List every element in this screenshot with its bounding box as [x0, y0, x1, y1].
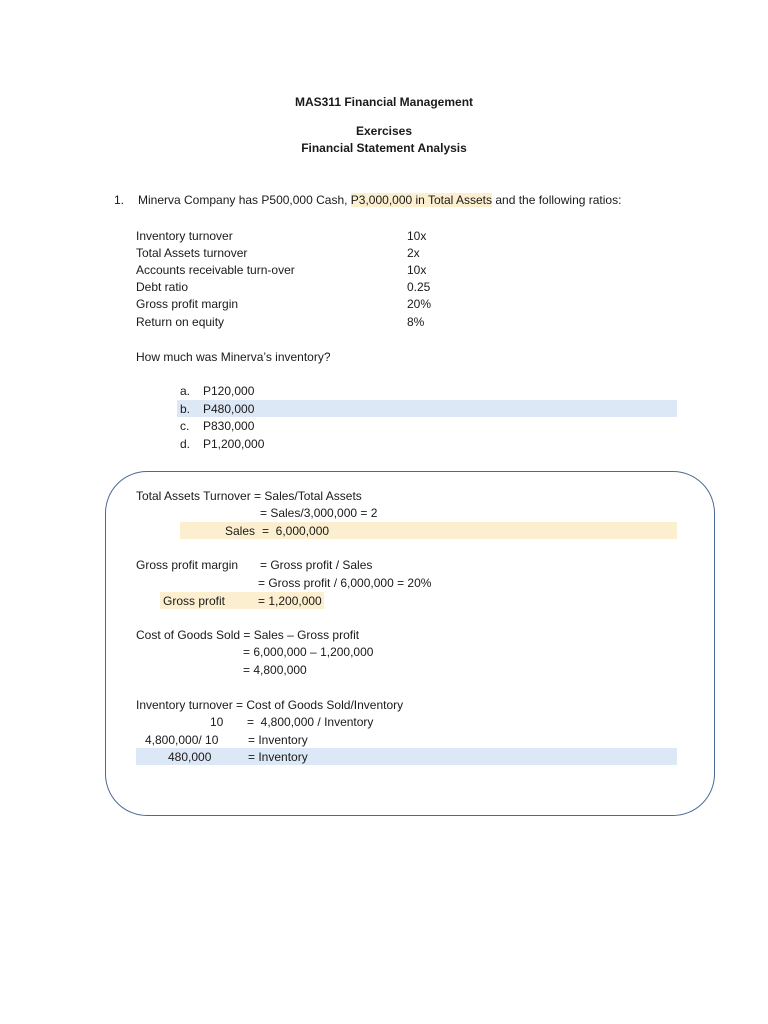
gpm-label: Gross profit margin: [136, 558, 239, 572]
gross-profit-label: Gross profit: [163, 594, 226, 608]
inventory-row-left: 10: [210, 715, 224, 729]
question-text-after: and the following ratios:: [492, 193, 622, 207]
question-text: [138, 192, 621, 209]
inventory-row-left: 4,800,000/ 10: [145, 733, 219, 747]
inventory-answer-label: = Inventory: [248, 750, 308, 764]
inventory-formula: Inventory turnover = Cost of Goods Sold/Inventory: [136, 698, 404, 712]
question-text-highlight: P3,000,000 in Total Assets: [350, 193, 493, 207]
cogs-result: = 4,800,000: [243, 663, 307, 677]
section-title: Exercises: [355, 124, 413, 138]
inventory-answer-highlight: [136, 748, 677, 765]
ratio-value: 2x: [407, 246, 420, 260]
cogs-substitution: = 6,000,000 – 1,200,000: [243, 645, 374, 659]
ratio-label: Gross profit margin: [136, 297, 239, 311]
choice-letter: c.: [180, 419, 190, 433]
choice-text: P1,200,000: [203, 437, 265, 451]
choice-text: P120,000: [203, 384, 255, 398]
sales-value: = 6,000,000: [262, 524, 330, 538]
choice-letter: d.: [180, 437, 191, 451]
topic-title: Financial Statement Analysis: [301, 141, 467, 155]
ratio-label: Debt ratio: [136, 280, 189, 294]
cogs-formula: Cost of Goods Sold = Sales – Gross profit: [136, 628, 360, 642]
gpm-formula: = Gross profit / Sales: [260, 558, 373, 572]
ratio-label: Inventory turnover: [136, 229, 233, 243]
choice-letter: a.: [180, 384, 191, 398]
ratio-label: Total Assets turnover: [136, 246, 248, 260]
choice-text: P480,000: [203, 402, 255, 416]
gross-profit-value: = 1,200,000: [258, 594, 322, 608]
ratio-value: 0.25: [407, 280, 431, 294]
ratio-value: 10x: [407, 229, 427, 243]
ratio-value: 10x: [407, 263, 427, 277]
ratio-label: Return on equity: [136, 315, 225, 329]
inventory-answer-value: 480,000: [168, 750, 212, 764]
question-number: 1.: [114, 193, 125, 207]
gpm-substitution: = Gross profit / 6,000,000 = 20%: [258, 576, 432, 590]
question-text-before: Minerva Company has P500,000 Cash,: [138, 193, 351, 207]
choice-text: P830,000: [203, 419, 255, 433]
ratio-value: 8%: [407, 315, 425, 329]
ratio-value: 20%: [407, 297, 432, 311]
ratio-label: Accounts receivable turn-over: [136, 263, 295, 277]
course-title: MAS311 Financial Management: [294, 95, 474, 109]
inventory-row-right: = Inventory: [248, 733, 308, 747]
tat-substitution: = Sales/3,000,000 = 2: [260, 506, 378, 520]
choice-letter: b.: [180, 402, 191, 416]
tat-formula: Total Assets Turnover = Sales/Total Assets: [136, 489, 362, 503]
sales-label: Sales: [225, 524, 256, 538]
question-prompt: How much was Minerva’s inventory?: [136, 350, 331, 364]
inventory-row-right: = 4,800,000 / Inventory: [247, 715, 374, 729]
